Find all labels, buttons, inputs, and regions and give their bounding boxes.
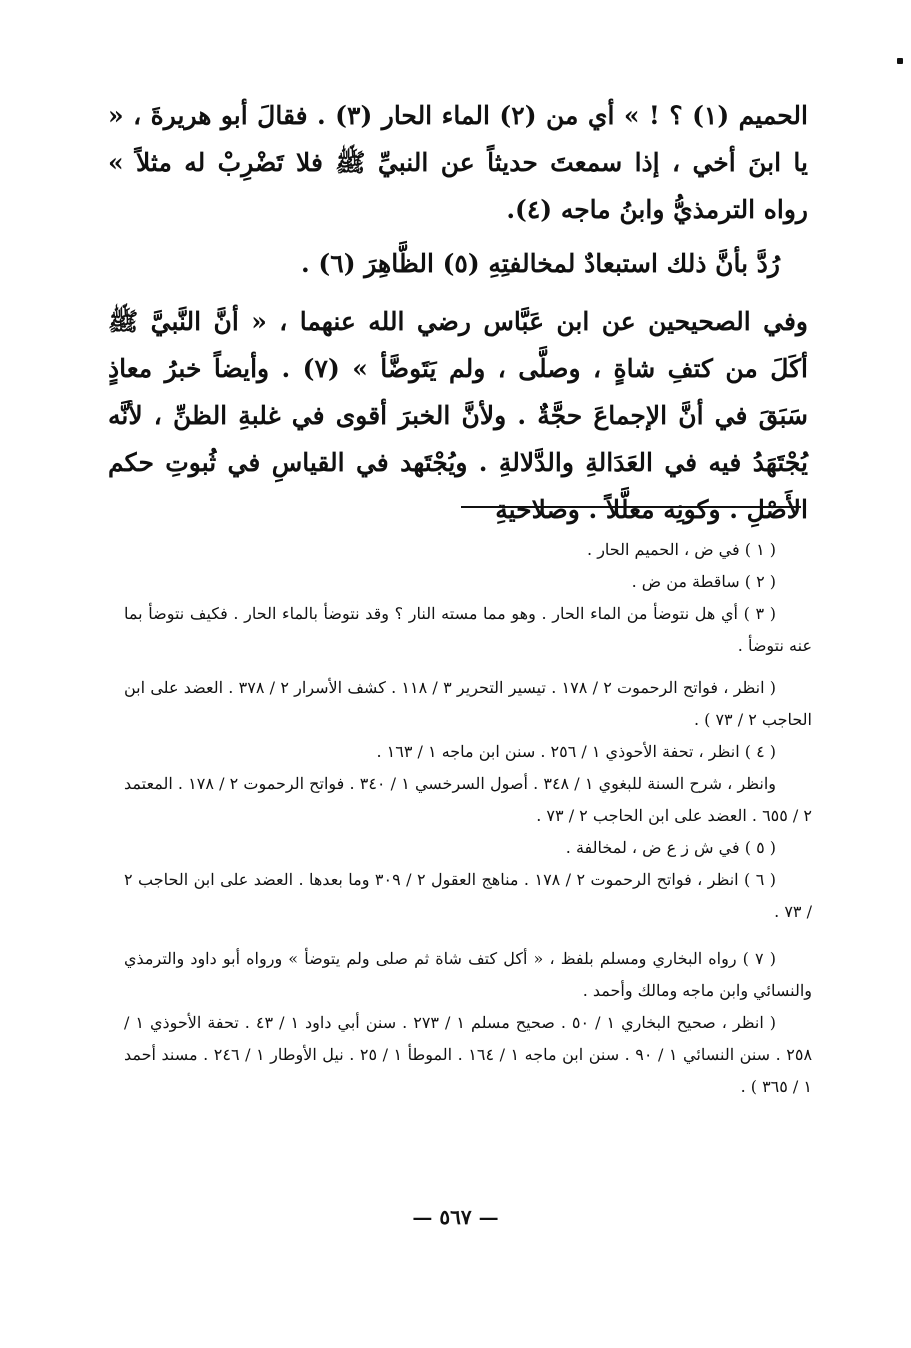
footnote: ( ٢ ) ساقطة من ض . (631, 572, 776, 591)
footnote: ( ٣ ) أي هل نتوضأ من الماء الحار . وهو مما مسته النار ؟ وقد نتوضأ بالماء الحار . فكيف نتوضأ بما عنه نتوضأ . (124, 604, 812, 655)
page-number: — ٥٦٧ — (412, 1205, 499, 1229)
footnote: ( ١ ) في ض ، الحميم الحار . (587, 540, 776, 559)
footnote: ( ٤ ) انظر ، تحفة الأحوذي ١ / ٢٥٦ . سنن ابن ماجه ١ / ١٦٣ . (376, 742, 776, 761)
footnote-divider (461, 506, 801, 508)
footnote: وانظر ، شرح السنة للبغوي ١ / ٣٤٨ . أصول السرخسي ١ / ٣٤٠ . فواتح الرحموت ٢ / ١٧٨ . المعتمد ٢ / ٦٥٥ . العضد على ابن الحاجب ٢ / ٧٣ . (124, 774, 812, 825)
footnote: ( ٥ ) في ش ز ع ض ، لمخالفة . (565, 838, 776, 857)
footnote: ( انظر ، صحيح البخاري ١ / ٥٠ . صحيح مسلم ١ / ٢٧٣ . سنن أبي داود ١ / ٤٣ . تحفة الأحوذي ١ / ٢٥٨ . سنن النسائي ١ / ٩٠ . سنن ابن ماجه ١ / ١٦٤ . الموطأ ١ / ٢٥ . نيل الأوطار ١ / ٢٤٦ . مسند أحمد ١ / ٣٦٥ ) . (124, 1013, 813, 1096)
main-paragraph: الحميم (١) ؟ ! » أي من (٢) الماء الحار (٣) . فقالَ أبو هريرةَ ، « يا ابنَ أخي ، إذا سمعتَ حديثاً عن النبيِّ ﷺ فلا تَضْرِبْ له مثلاً » رواه الترمذيُّ وابنُ ماجه (٤). (108, 101, 808, 224)
footnote: ( ٦ ) انظر ، فواتح الرحموت ٢ / ١٧٨ . مناهج العقول ٢ / ٣٠٩ وما بعدها . العضد على ابن الحاجب ٢ / ٧٣ . (124, 870, 812, 921)
footnotes (124, 534, 812, 1103)
footnote: ( ٧ ) رواه البخاري ومسلم بلفظ ، « أكل كتف شاة ثم صلى ولم يتوضأ » ورواه أبو داود والترمذي والنسائي وابن ماجه ومالك وأحمد . (124, 949, 812, 1000)
main-text (108, 92, 808, 533)
footnote: ( انظر ، فواتح الرحموت ٢ / ١٧٨ . تيسير التحرير ٣ / ١١٨ . كشف الأسرار ٢ / ٣٧٨ . العضد على ابن الحاجب ٢ / ٧٣ ) . (124, 678, 812, 729)
scan-artifact (897, 58, 903, 64)
main-paragraph: وفي الصحيحين عن ابن عَبَّاس رضي الله عنهما ، « أنَّ النَّبيَّ ﷺ أكَلَ من كتفِ شاةٍ ، وصلَّى ، ولم يَتَوضَّأ » (٧) . وأيضاً خبرُ معاذٍ سَبَقَ في أنَّ الإجماعَ حجَّةٌ . ولأنَّ الخبرَ أقوى في غلبةِ الظنِّ ، لأنَّه يُجْتَهَدُ فيه في العَدَالةِ والدَّلالةِ . ويُجْتَهد في القياسِ في ثُبوتِ حكم الأَصْلِ . وكونِه معلَّلاً . وصلاحيةِ (108, 307, 808, 524)
main-paragraph: رُدَّ بأنَّ ذلك استبعادٌ لمخالفتِهِ (٥) الظَّاهِرَ (٦) . (301, 249, 780, 278)
